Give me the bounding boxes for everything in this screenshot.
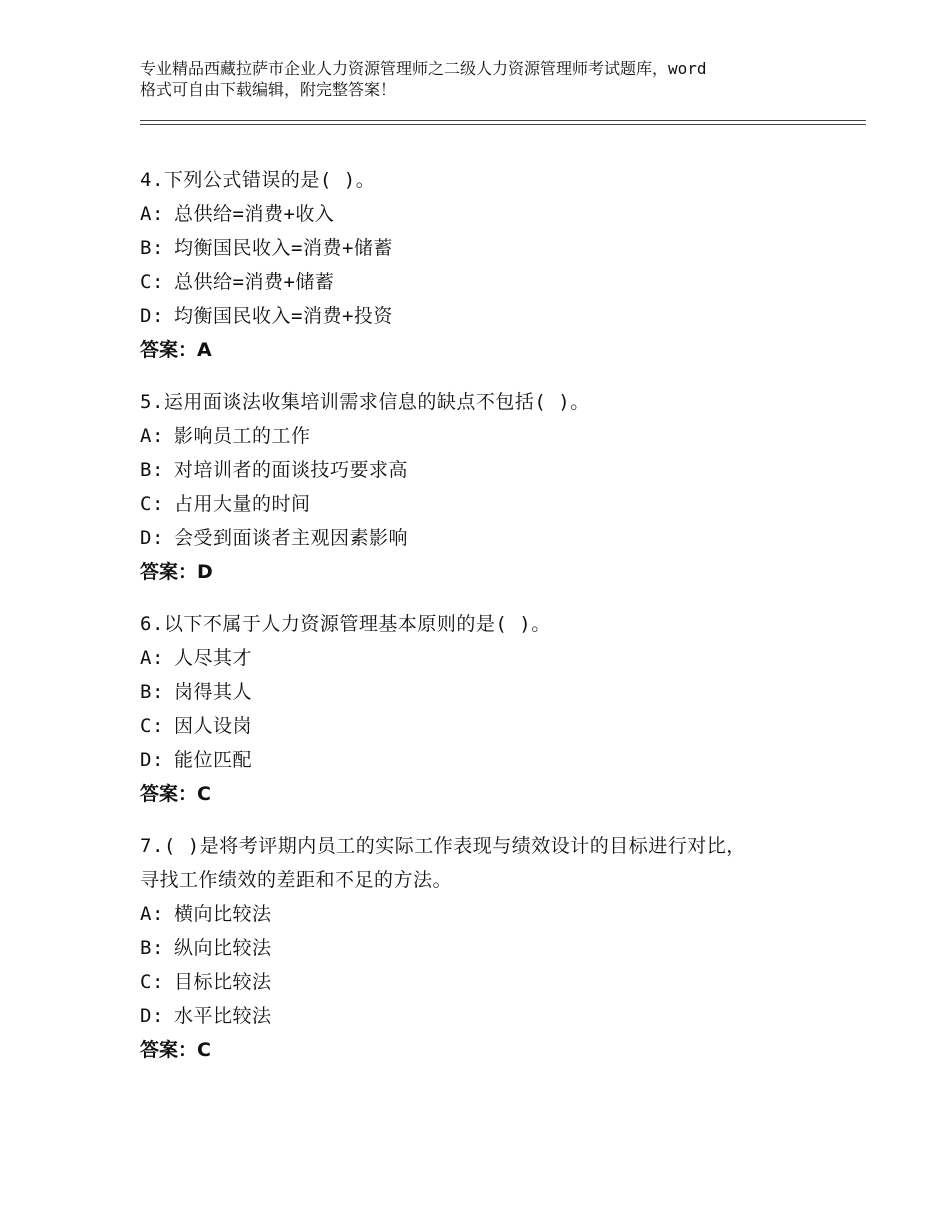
header-divider xyxy=(140,120,866,125)
option-text: 均衡国民收入=消费+储蓄 xyxy=(174,237,393,259)
question-stem: 4.下列公式错误的是( )。 xyxy=(140,169,376,191)
option-text: 总供给=消费+收入 xyxy=(174,203,335,225)
option-text: 目标比较法 xyxy=(174,971,272,993)
question-stem-line-1: 7.( )是将考评期内员工的实际工作表现与绩效设计的目标进行对比， xyxy=(140,835,746,857)
question-stem-line-2: 寻找工作绩效的差距和不足的方法。 xyxy=(140,869,453,891)
answer-line: 答案：A xyxy=(140,339,212,361)
option-letter: A: xyxy=(140,203,164,225)
answer-line: 答案：C xyxy=(140,1039,211,1061)
answer-line: 答案：C xyxy=(140,783,211,805)
question-5 xyxy=(140,385,866,589)
option-c xyxy=(140,487,866,521)
question-6 xyxy=(140,607,866,811)
option-letter: C: xyxy=(140,271,164,293)
question-stem: 6.以下不属于人力资源管理基本原则的是( )。 xyxy=(140,613,551,635)
option-c xyxy=(140,265,866,299)
header-line-1: 专业精品西藏拉萨市企业人力资源管理师之二级人力资源管理师考试题库，word xyxy=(140,59,707,78)
option-text: 人尽其才 xyxy=(174,647,253,669)
option-letter: D: xyxy=(140,305,164,327)
header-line-2: 格式可自由下载编辑，附完整答案！ xyxy=(140,80,397,99)
option-text: 能位匹配 xyxy=(174,749,253,771)
question-4 xyxy=(140,163,866,367)
option-text: 岗得其人 xyxy=(174,681,253,703)
option-b xyxy=(140,231,866,265)
option-text: 水平比较法 xyxy=(174,1005,272,1027)
option-text: 总供给=消费+储蓄 xyxy=(174,271,335,293)
option-letter: D: xyxy=(140,749,164,771)
option-c xyxy=(140,709,866,743)
option-letter: B: xyxy=(140,937,164,959)
option-text: 对培训者的面谈技巧要求高 xyxy=(174,459,409,481)
option-text: 横向比较法 xyxy=(174,903,272,925)
option-d xyxy=(140,999,866,1033)
question-7 xyxy=(140,829,866,1067)
option-text: 占用大量的时间 xyxy=(174,493,311,515)
option-text: 均衡国民收入=消费+投资 xyxy=(174,305,393,327)
option-text: 影响员工的工作 xyxy=(174,425,311,447)
option-b xyxy=(140,931,866,965)
option-a xyxy=(140,897,866,931)
option-letter: C: xyxy=(140,971,164,993)
question-stem: 5.运用面谈法收集培训需求信息的缺点不包括( )。 xyxy=(140,391,590,413)
option-a xyxy=(140,641,866,675)
option-a xyxy=(140,419,866,453)
option-a xyxy=(140,197,866,231)
option-letter: C: xyxy=(140,493,164,515)
question-list xyxy=(140,163,866,1085)
option-text: 会受到面谈者主观因素影响 xyxy=(174,527,409,549)
option-letter: D: xyxy=(140,1005,164,1027)
document-header xyxy=(140,58,860,100)
option-letter: A: xyxy=(140,425,164,447)
option-letter: B: xyxy=(140,237,164,259)
option-b xyxy=(140,675,866,709)
answer-line: 答案：D xyxy=(140,561,213,583)
option-d xyxy=(140,743,866,777)
option-text: 因人设岗 xyxy=(174,715,253,737)
option-letter: B: xyxy=(140,681,164,703)
option-text: 纵向比较法 xyxy=(174,937,272,959)
option-letter: D: xyxy=(140,527,164,549)
option-letter: B: xyxy=(140,459,164,481)
option-d xyxy=(140,299,866,333)
option-c xyxy=(140,965,866,999)
option-letter: A: xyxy=(140,903,164,925)
option-letter: C: xyxy=(140,715,164,737)
option-letter: A: xyxy=(140,647,164,669)
option-d xyxy=(140,521,866,555)
option-b xyxy=(140,453,866,487)
